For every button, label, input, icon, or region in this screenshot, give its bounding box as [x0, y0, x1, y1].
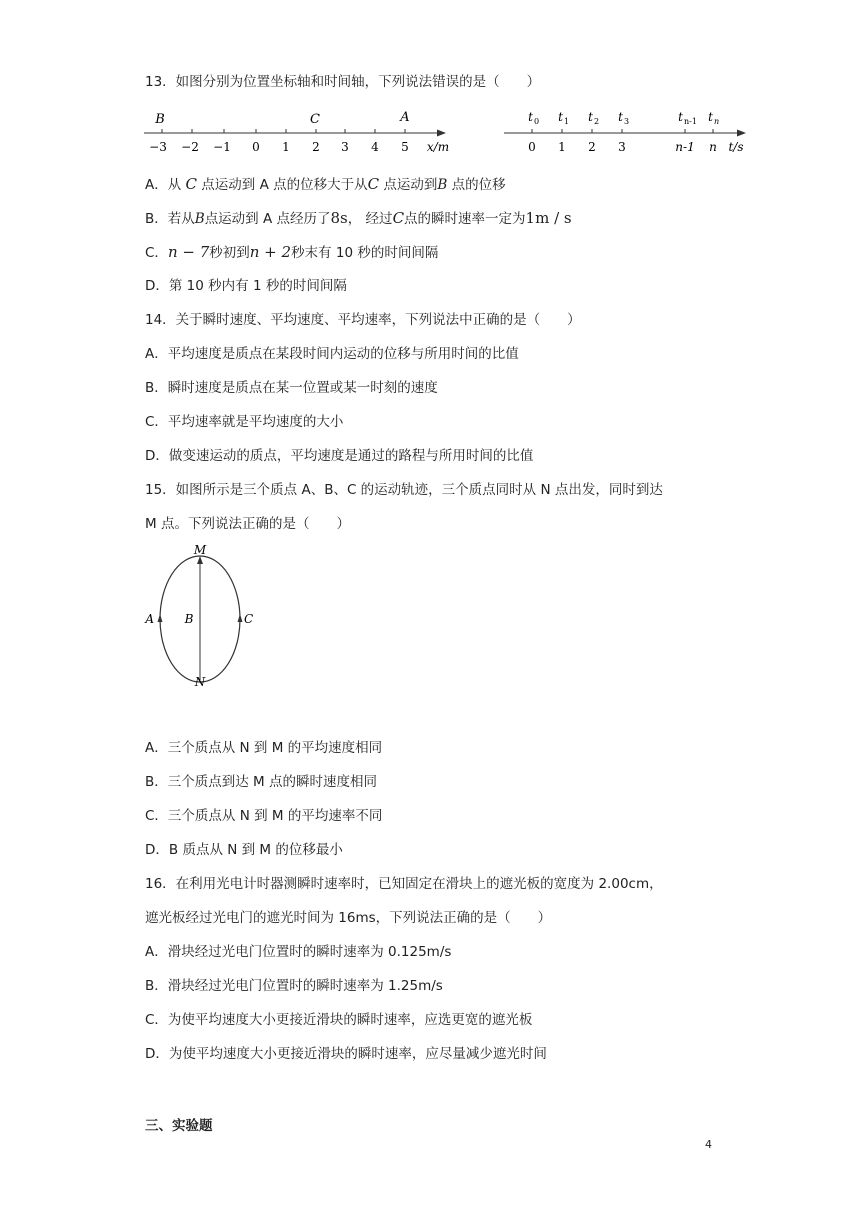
label-M: M: [193, 543, 207, 557]
math-value: 1m / s: [525, 209, 572, 227]
tick-label: 3: [618, 140, 626, 154]
tick-label: −3: [149, 140, 167, 154]
label-t2: t: [588, 110, 593, 124]
label-tn-sub: n: [714, 117, 720, 126]
q13-option-a: [145, 175, 506, 194]
text: C．: [145, 245, 168, 261]
q13-option-d: D．第 10 秒内有 1 秒的时间间隔: [145, 278, 347, 294]
tick-label: 4: [371, 140, 379, 154]
tick-label: 1: [282, 140, 290, 154]
tick-label: n-1: [675, 140, 695, 154]
text: B．若从: [145, 211, 195, 227]
q15-option-b: B．三个质点到达 M 点的瞬时速度相同: [145, 774, 377, 790]
label-tn: t: [708, 110, 713, 124]
tick-label: 2: [588, 140, 596, 154]
text: 秒末有 10 秒的时间间隔: [291, 245, 439, 261]
q16-option-d: D．为使平均速度大小更接近滑块的瞬时速率，应尽量减少遮光时间: [145, 1046, 547, 1062]
q15-option-c: C．三个质点从 N 到 M 的平均速率不同: [145, 808, 383, 824]
tick-label: −2: [181, 140, 199, 154]
label-t1: t: [558, 110, 563, 124]
math-var: C: [392, 209, 405, 227]
label-N: N: [194, 675, 206, 689]
q13-option-b: [145, 209, 572, 228]
tick-label: 0: [252, 140, 260, 154]
section-title: 三、实验题: [145, 1118, 213, 1134]
label-A: A: [400, 110, 410, 125]
tick-label: 5: [401, 140, 409, 154]
q16-option-c: C．为使平均速度大小更接近滑块的瞬时速率，应选更宽的遮光板: [145, 1012, 533, 1028]
path-a-arrow: [158, 614, 163, 622]
math-var: B: [437, 177, 448, 193]
text: ， 经过: [347, 211, 393, 227]
tick-label: 3: [341, 140, 349, 154]
q15-option-a: A．三个质点从 N 到 M 的平均速度相同: [145, 740, 383, 756]
q14-option-a: A．平均速度是质点在某段时间内运动的位移与所用时间的比值: [145, 346, 519, 362]
label-t3-sub: 3: [624, 117, 630, 126]
label-tn-1: t: [678, 110, 683, 124]
text: 点运动到: [379, 177, 438, 193]
q15-option-d: D．B 质点从 N 到 M 的位移最小: [145, 842, 343, 858]
label-t3: t: [618, 110, 623, 124]
x-axis-unit: x/m: [426, 140, 450, 154]
q13-option-c: [145, 243, 438, 262]
label-A: A: [145, 612, 154, 626]
text: 点运动到 A 点的位移大于从: [197, 177, 368, 193]
text: 秒初到: [209, 245, 250, 261]
time-axis-arrow: [737, 130, 746, 137]
math-expr: n + 2: [249, 243, 292, 261]
path-c-arrow: [238, 614, 243, 622]
position-axis-arrow: [437, 130, 446, 137]
tick-label: 2: [312, 140, 320, 154]
math-var: C: [185, 175, 198, 193]
tick-label: 0: [528, 140, 536, 154]
q15-stem-line1: 15．如图所示是三个质点 A、B、C 的运动轨迹，三个质点同时从 N 点出发，同时到达: [145, 482, 663, 498]
label-C: C: [310, 112, 320, 127]
q16-stem-line1: 16．在利用光电计时器测瞬时速率时，已知固定在滑块上的遮光板的宽度为 2.00cm，: [145, 876, 663, 892]
label-tn-1-sub: n-1: [684, 117, 697, 126]
q15-stem-line2: M 点。下列说法正确的是（ ）: [145, 516, 350, 532]
label-t0-sub: 0: [534, 117, 540, 126]
math-value: 8s: [330, 209, 348, 227]
trajectory-figure: [140, 540, 270, 690]
math-var: C: [367, 175, 380, 193]
text: 点运动到 A 点经历了: [204, 211, 331, 227]
t-axis-unit: t/s: [728, 140, 744, 154]
page-number: 4: [705, 1138, 712, 1151]
q16-stem-line2: 遮光板经过光电门的遮光时间为 16ms，下列说法正确的是（ ）: [145, 910, 552, 926]
text: A．从: [145, 177, 186, 193]
math-var: B: [194, 211, 205, 227]
q16-option-a: A．滑块经过光电门位置时的瞬时速率为 0.125m/s: [145, 944, 452, 960]
position-axis-figure: [140, 105, 460, 157]
tick-label: n: [709, 140, 717, 154]
label-t1-sub: 1: [564, 117, 570, 126]
tick-label: 1: [558, 140, 566, 154]
q14-option-d: D．做变速运动的质点，平均速度是通过的路程与所用时间的比值: [145, 448, 534, 464]
q16-option-b: B．滑块经过光电门位置时的瞬时速率为 1.25m/s: [145, 978, 443, 994]
text: 点的瞬时速率一定为: [404, 211, 526, 227]
time-axis-figure: [500, 105, 760, 157]
label-B: B: [184, 612, 194, 626]
label-t2-sub: 2: [594, 117, 600, 126]
tick-label: −1: [213, 140, 231, 154]
q14-option-b: B．瞬时速度是质点在某一位置或某一时刻的速度: [145, 380, 438, 396]
q14-stem: 14．关于瞬时速度、平均速度、平均速率，下列说法中正确的是（ ）: [145, 312, 581, 328]
label-C: C: [244, 612, 254, 626]
q13-stem: 13．如图分别为位置坐标轴和时间轴，下列说法错误的是（ ）: [145, 74, 541, 90]
math-expr: n − 7: [167, 243, 210, 261]
text: 点的位移: [447, 177, 506, 193]
label-B: B: [155, 112, 165, 127]
q14-option-c: C．平均速率就是平均速度的大小: [145, 414, 344, 430]
label-t0: t: [528, 110, 533, 124]
path-b-arrow: [197, 556, 203, 564]
